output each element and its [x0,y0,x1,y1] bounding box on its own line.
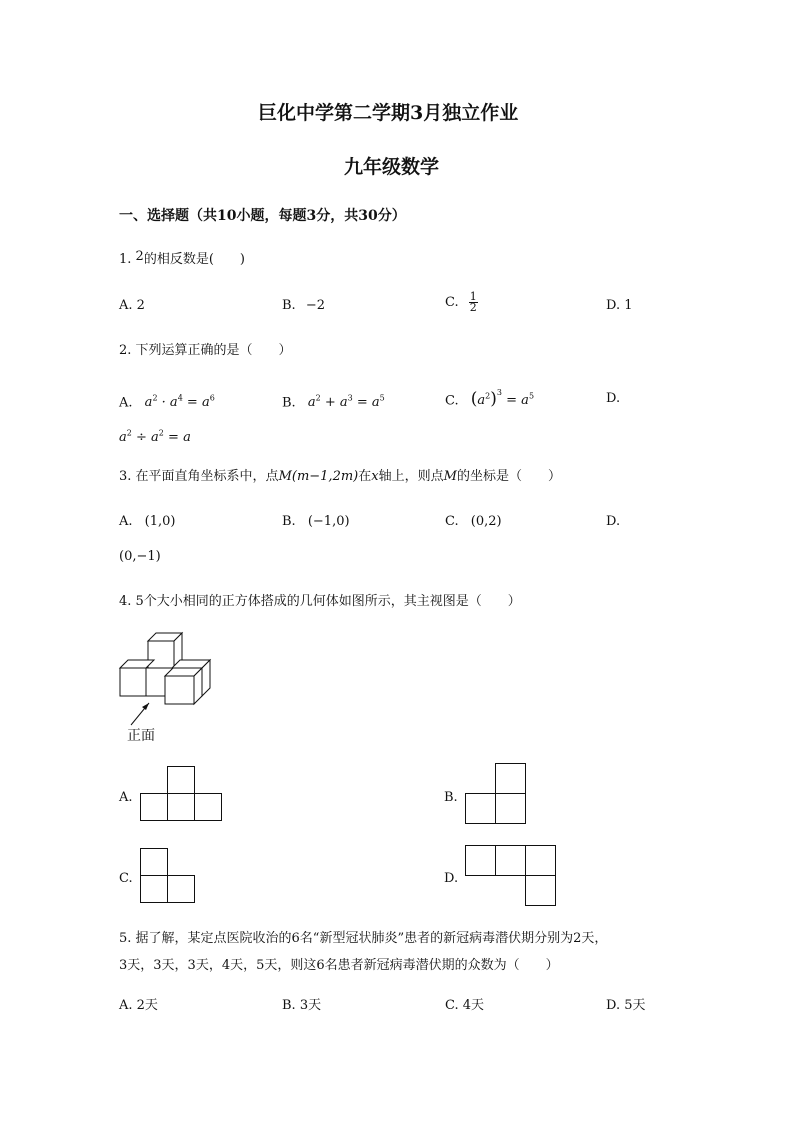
q2-option-c [445,388,534,410]
q4-option-c: C. [119,871,133,886]
math-expression: $(a^2)^3 = a^5$ [470,388,535,410]
q1-option-c [445,292,478,313]
fraction-numerator: 1 [469,290,477,303]
q4-option-b-figure [465,763,527,825]
page-title: 巨化中学第二学期3月独立作业 [258,102,519,124]
option-label: A. [119,395,133,411]
question-text: 在平面直角坐标系中，点 [135,469,279,484]
option-value: (1,0) [144,514,176,529]
q3-option-d: D. [606,514,621,529]
math-expression: $a^2 + a^3 = a^5$ [307,394,385,411]
option-label: C. [445,295,459,310]
option-label: B. [282,395,296,411]
math-point-name: M [443,469,457,484]
q1-option-b [282,297,325,315]
fraction [469,292,478,313]
q4-option-b: B. [444,790,458,805]
option-label: B. [282,514,296,529]
math-point: M(m−1,2m) [278,469,359,484]
q1-option-a: A. 2 [119,298,145,313]
q4-option-c-figure [140,848,196,904]
fraction-denominator: 2 [469,301,477,314]
q5-option-d: D. 5天 [606,998,646,1013]
front-label: 正面 [127,728,155,744]
question-number: 3. [119,469,132,484]
option-value: −2 [305,298,325,313]
math-axis: x [371,469,379,484]
q3-option-d-value: (0,−1) [119,549,161,564]
question-4-stem: 4. 5个大小相同的正方体搭成的几何体如图所示，其主视图是（ ） [119,594,521,609]
q5-option-c: C. 4天 [445,998,485,1013]
q1-option-d: D. 1 [606,298,633,313]
question-number: 1. [119,252,132,267]
math-value: 2 [135,249,144,264]
option-value: (−1,0) [307,514,350,529]
q5-option-b: B. 3天 [282,998,322,1013]
q4-option-a-figure [140,766,222,822]
page-subtitle: 九年级数学 [344,156,440,178]
q4-option-a: A. [119,790,133,805]
option-label: A. [119,514,133,529]
q3-option-c [445,513,502,531]
q2-option-a [119,390,215,412]
question-5-stem-line2: 3天，3天，3天，4天，5天，则这6名患者新冠病毒潜伏期的众数为（ ） [119,958,559,973]
option-label: B. [282,298,296,313]
section-heading: 一、选择题（共10小题，每题3分，共30分） [119,208,406,224]
question-5-stem-line1: 5. 据了解，某定点医院收治的6名“新型冠状肺炎”患者的新冠病毒潜伏期分别为2天， [119,931,608,946]
question-text: 在 [358,469,372,484]
question-text: 轴上，则点 [378,469,444,484]
question-text: 的坐标是（ ） [456,469,561,484]
q4-option-d-figure [465,845,557,907]
q5-option-a: A. 2天 [119,998,158,1013]
q2-option-b [282,390,385,412]
cube-figure [118,630,218,720]
q2-option-d: D. [606,391,621,406]
question-1-stem [119,251,245,269]
question-2-stem: 2. 下列运算正确的是（ ） [119,343,292,358]
option-label: C. [445,393,459,409]
option-value: (0,2) [470,514,502,529]
question-text: 的相反数是( ) [143,252,245,267]
q2-option-d-expression [119,425,191,447]
q3-option-b [282,513,350,531]
q4-option-d: D. [444,871,459,886]
math-expression: $a^2 \div a^2 = a$ [119,429,191,446]
math-expression: $a^2 \cdot a^4 = a^6$ [144,394,215,411]
q3-option-a [119,513,176,531]
question-3-stem [119,468,561,486]
option-label: C. [445,514,459,529]
